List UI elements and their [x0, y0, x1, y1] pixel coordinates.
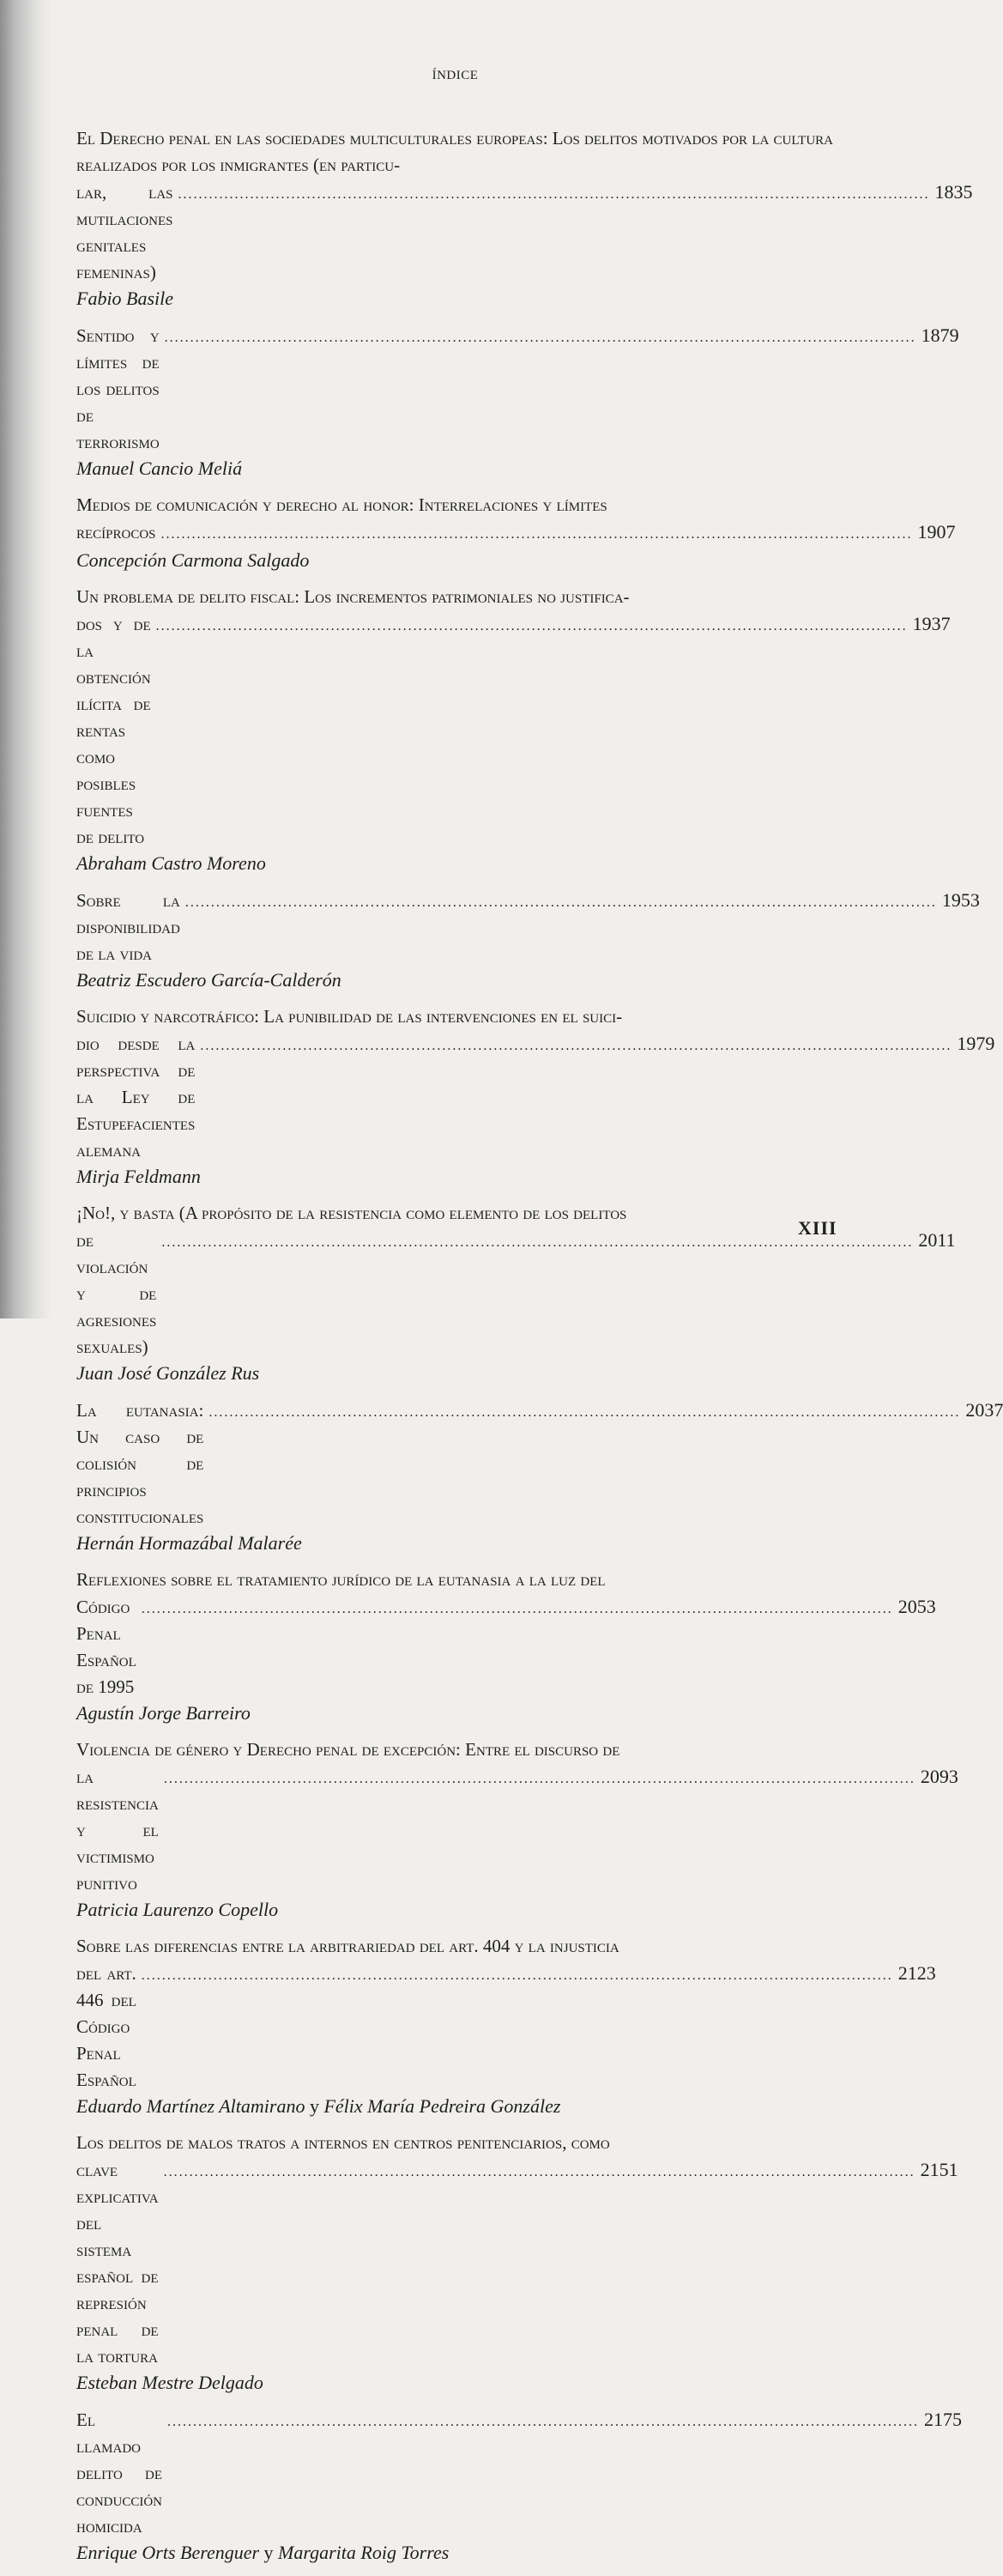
page-gutter-shadow	[0, 0, 51, 1318]
dot-leader: ..................................................................................................................................................	[208, 1405, 961, 1420]
dot-leader: ..................................................................................................................................................	[155, 619, 908, 633]
page-number: 2151	[920, 2159, 958, 2180]
entry-title-lead: Violencia de género y Derecho penal de excepción: Entre el discurso de	[76, 1739, 620, 1760]
entry-author: Mirja Feldmann	[76, 1166, 201, 1187]
entry-title-lead: Medios de comunicación y derecho al honor: Interrelaciones y límites	[76, 494, 607, 515]
entry-author: Juan José González Rus	[76, 1362, 260, 1384]
page-number: 2175	[924, 2409, 963, 2430]
entry-title-lead: Sobre las diferencias entre la arbitrariedad del art. 404 y la injusticia	[76, 1936, 619, 1956]
toc-entry	[76, 1567, 936, 1726]
entry-title-line	[76, 1593, 936, 1700]
dot-leader: ..................................................................................................................................................	[184, 895, 937, 910]
entry-title-line	[76, 610, 951, 851]
dot-leader: ..................................................................................................................................................	[167, 2415, 920, 2429]
entry-title-last: Sobre la disponibilidad de la vida	[76, 890, 180, 964]
page-number: 2093	[920, 1766, 958, 1787]
entry-title-line	[76, 179, 973, 286]
entry-author-2: Margarita Roig Torres	[278, 2542, 450, 2563]
author-conjunction: y	[263, 2542, 274, 2563]
toc-entry	[76, 1200, 956, 1386]
entry-title-line	[76, 518, 956, 548]
page-number: 2123	[897, 1962, 936, 1984]
entry-authors	[76, 2540, 833, 2566]
entry-author: Manuel Cancio Meliá	[76, 458, 243, 479]
page-number: 1953	[941, 889, 980, 911]
dot-leader: ..................................................................................................................................................	[161, 1235, 914, 1250]
toc-entry	[76, 2130, 958, 2396]
entry-title-last: La eutanasia: Un caso de colisión de principios constitucionales	[76, 1400, 204, 1527]
running-head: ÍNDICE	[432, 69, 479, 82]
entry-author: Eduardo Martínez Altamirano	[76, 2095, 305, 2117]
page-number: 2011	[918, 1229, 956, 1251]
entry-title-last: clave explicativa del sistema español de represión penal de la tortura	[76, 2160, 159, 2367]
entry-title-last: El llamado delito de conducción homicida	[76, 2409, 163, 2537]
entry-title-last: la resistencia y el victimismo punitivo	[76, 1767, 159, 1894]
entry-title-lead: Un problema de delito fiscal: Los incrementos patrimoniales no justifica-	[76, 586, 630, 607]
entry-author: Beatriz Escudero García-Calderón	[76, 969, 341, 991]
dot-leader: ..................................................................................................................................................	[164, 330, 916, 345]
entry-title-last: del art. 446 del Código Penal Español	[76, 1963, 136, 2090]
entry-author-2: Félix María Pedreira González	[323, 2095, 561, 2117]
dot-leader: ..................................................................................................................................................	[163, 2165, 915, 2179]
toc-entry	[76, 1397, 1003, 1556]
toc-entry	[76, 2406, 963, 2566]
toc-entry	[76, 492, 956, 573]
entry-author: Abraham Castro Moreno	[76, 852, 266, 874]
toc-entry	[76, 584, 951, 876]
page-number: 1879	[921, 324, 959, 346]
dot-leader: ..................................................................................................................................................	[178, 187, 930, 202]
toc-entry	[76, 1003, 995, 1190]
entry-authors	[76, 2094, 833, 2119]
entry-title-line	[76, 1763, 958, 1897]
entry-title-line	[76, 2156, 958, 2370]
dot-leader: ..................................................................................................................................................	[160, 527, 913, 542]
entry-author: Patricia Laurenzo Copello	[76, 1899, 279, 1920]
page-folio: XIII	[798, 1217, 837, 1239]
entry-title-line	[76, 1030, 995, 1164]
entry-title-line	[76, 2406, 963, 2540]
entry-author: Esteban Mestre Delgado	[76, 2372, 263, 2393]
entry-title-last: lar, las mutilaciones genitales femeninas)	[76, 182, 173, 282]
entry-title-last: recíprocos	[76, 522, 156, 542]
entry-title-last: Sentido y límites de los delitos de terrorismo	[76, 325, 160, 452]
entry-title-line	[76, 887, 980, 967]
entry-title-last: Código Penal Español de 1995	[76, 1597, 136, 1697]
toc-entry	[76, 1933, 936, 2119]
page-number: 1979	[957, 1033, 995, 1054]
page-number: 1835	[934, 181, 973, 203]
toc-entry	[76, 322, 959, 482]
entry-title-lead: El Derecho penal en las sociedades multiculturales europeas: Los delitos motivados por la cultura realizados por los inmigrantes (en particu-	[76, 128, 833, 175]
page-number: 1937	[912, 613, 951, 634]
entry-title-last: de violación y de agresiones sexuales)	[76, 1230, 157, 1357]
entry-author: Enrique Orts Berenguer	[76, 2542, 260, 2563]
page-number: 2053	[897, 1596, 936, 1617]
entry-author: Concepción Carmona Salgado	[76, 549, 310, 571]
toc-entry	[76, 1737, 958, 1923]
entry-title-line	[76, 1397, 1003, 1530]
entry-title-lead: Reflexiones sobre el tratamiento jurídico de la eutanasia a la luz del	[76, 1569, 606, 1590]
entry-title-last: dos y de la obtención ilícita de rentas como posibles fuentes de delito	[76, 614, 151, 847]
dot-leader: ..................................................................................................................................................	[200, 1039, 952, 1053]
entry-title-last: dio desde la perspectiva de la Ley de Estupefacientes alemana	[76, 1033, 196, 1161]
entry-title-line	[76, 1960, 936, 2094]
page-number: 1907	[917, 521, 956, 542]
entry-title-lead: Suicidio y narcotráfico: La punibilidad de las intervenciones en el suici-	[76, 1006, 623, 1027]
entry-title-lead: Los delitos de malos tratos a internos en centros penitenciarios, como	[76, 2132, 610, 2153]
dot-leader: ..................................................................................................................................................	[163, 1772, 915, 1786]
toc-entry	[76, 125, 973, 312]
page-number: 2037	[965, 1399, 1003, 1421]
dot-leader: ..................................................................................................................................................	[141, 1968, 893, 1983]
entry-title-line	[76, 322, 959, 456]
entry-author: Fabio Basile	[76, 288, 174, 309]
entry-author: Hernán Hormazábal Malarée	[76, 1532, 302, 1554]
author-conjunction: y	[309, 2095, 319, 2117]
entry-author: Agustín Jorge Barreiro	[76, 1702, 251, 1724]
entry-title-lead: ¡No!, y basta (A propósito de la resistencia como elemento de los delitos	[76, 1203, 627, 1223]
dot-leader: ..................................................................................................................................................	[141, 1602, 893, 1616]
toc-entry	[76, 887, 980, 993]
table-of-contents	[76, 125, 1003, 2576]
